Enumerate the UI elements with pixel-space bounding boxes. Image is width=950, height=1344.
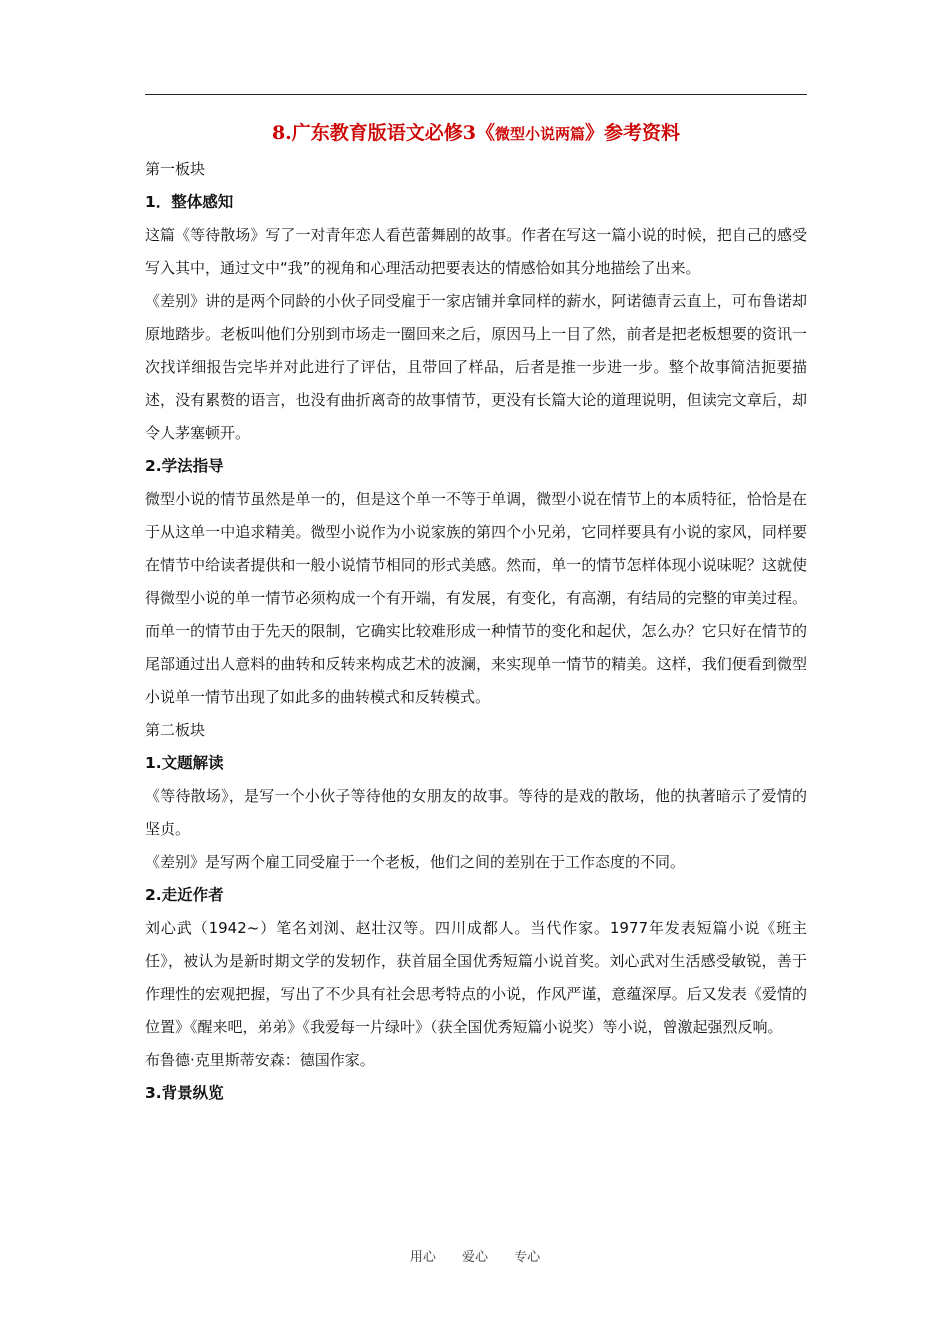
section-label: 第二板块 bbox=[145, 721, 206, 739]
title-small: 微型小说两篇 bbox=[495, 125, 586, 143]
page-title bbox=[145, 118, 807, 149]
section-label: 第一板块 bbox=[145, 160, 206, 178]
paragraph: 这篇《等待散场》写了一对青年恋人看芭蕾舞剧的故事。作者在写这一篇小说的时候，把自己的感受写入其中，通过文中“我”的视角和心理活动把要表达的情感恰如其分地描绘了出来。 bbox=[145, 226, 807, 277]
paragraph: 刘心武（1942~）笔名刘浏、赵壮汉等。四川成都人。当代作家。1977年发表短篇小说《班主任》，被认为是新时期文学的发轫作，获首届全国优秀短篇小说首奖。刘心武对生活感受敏锐，善于作理性的宏观把握，写出了不少具有社会思考特点的小说，作风严谨，意蕴深厚。后又发表《爱情的位置》《醒来吧，弟弟》《我爱每一片绿叶》（获全国优秀短篇小说奖）等小说，曾激起强烈反响。 bbox=[145, 919, 807, 1036]
paragraph: 《差别》讲的是两个同龄的小伙子同受雇于一家店铺并拿同样的薪水，阿诺德青云直上，可布鲁诺却原地踏步。老板叫他们分别到市场走一圈回来之后，原因马上一目了然，前者是把老板想要的资讯一次找详细报告完毕并对此进行了评估，且带回了样品，后者是推一步进一步。整个故事简洁扼要描述，没有累赘的语言，也没有曲折离奇的故事情节，更没有长篇大论的道理说明，但读完文章后，却令人茅塞顿开。 bbox=[145, 292, 807, 442]
paragraph: 布鲁德·克里斯蒂安森：德国作家。 bbox=[145, 1051, 375, 1069]
subsection-heading: 2.学法指导 bbox=[145, 457, 224, 475]
paragraph: 《差别》是写两个雇工同受雇于一个老板，他们之间的差别在于工作态度的不同。 bbox=[145, 853, 686, 871]
subsection-heading: 1.文题解读 bbox=[145, 754, 224, 772]
paragraph: 《等待散场》，是写一个小伙子等待他的女朋友的故事。等待的是戏的散场，他的执著暗示了爱情的坚贞。 bbox=[145, 787, 807, 838]
page-footer: 用心 爱心 专心 bbox=[409, 1250, 541, 1265]
document-body bbox=[145, 118, 807, 1110]
subsection-heading: 1．整体感知 bbox=[145, 193, 234, 211]
subsection-heading: 3.背景纵览 bbox=[145, 1084, 224, 1102]
subsection-heading: 2.走近作者 bbox=[145, 886, 224, 904]
paragraph: 微型小说的情节虽然是单一的，但是这个单一不等于单调，微型小说在情节上的本质特征，恰恰是在于从这单一中追求精美。微型小说作为小说家族的第四个小兄弟，它同样要具有小说的家风，同样要在情节中给读者提供和一般小说情节相同的形式美感。然而，单一的情节怎样体现小说味呢？这就使得微型小说的单一情节必须构成一个有开端，有发展，有变化，有高潮，有结局的完整的审美过程。而单一的情节由于先天的限制，它确实比较难形成一种情节的变化和起伏，怎么办？它只好在情节的尾部通过出人意料的曲转和反转来构成艺术的波澜，来实现单一情节的精美。这样，我们便看到微型小说单一情节出现了如此多的曲转模式和反转模式。 bbox=[145, 490, 807, 706]
title-prefix: 8.广东教育版语文必修3《 bbox=[271, 122, 496, 144]
title-suffix: 》参考资料 bbox=[585, 122, 681, 144]
header-rule bbox=[145, 94, 807, 95]
